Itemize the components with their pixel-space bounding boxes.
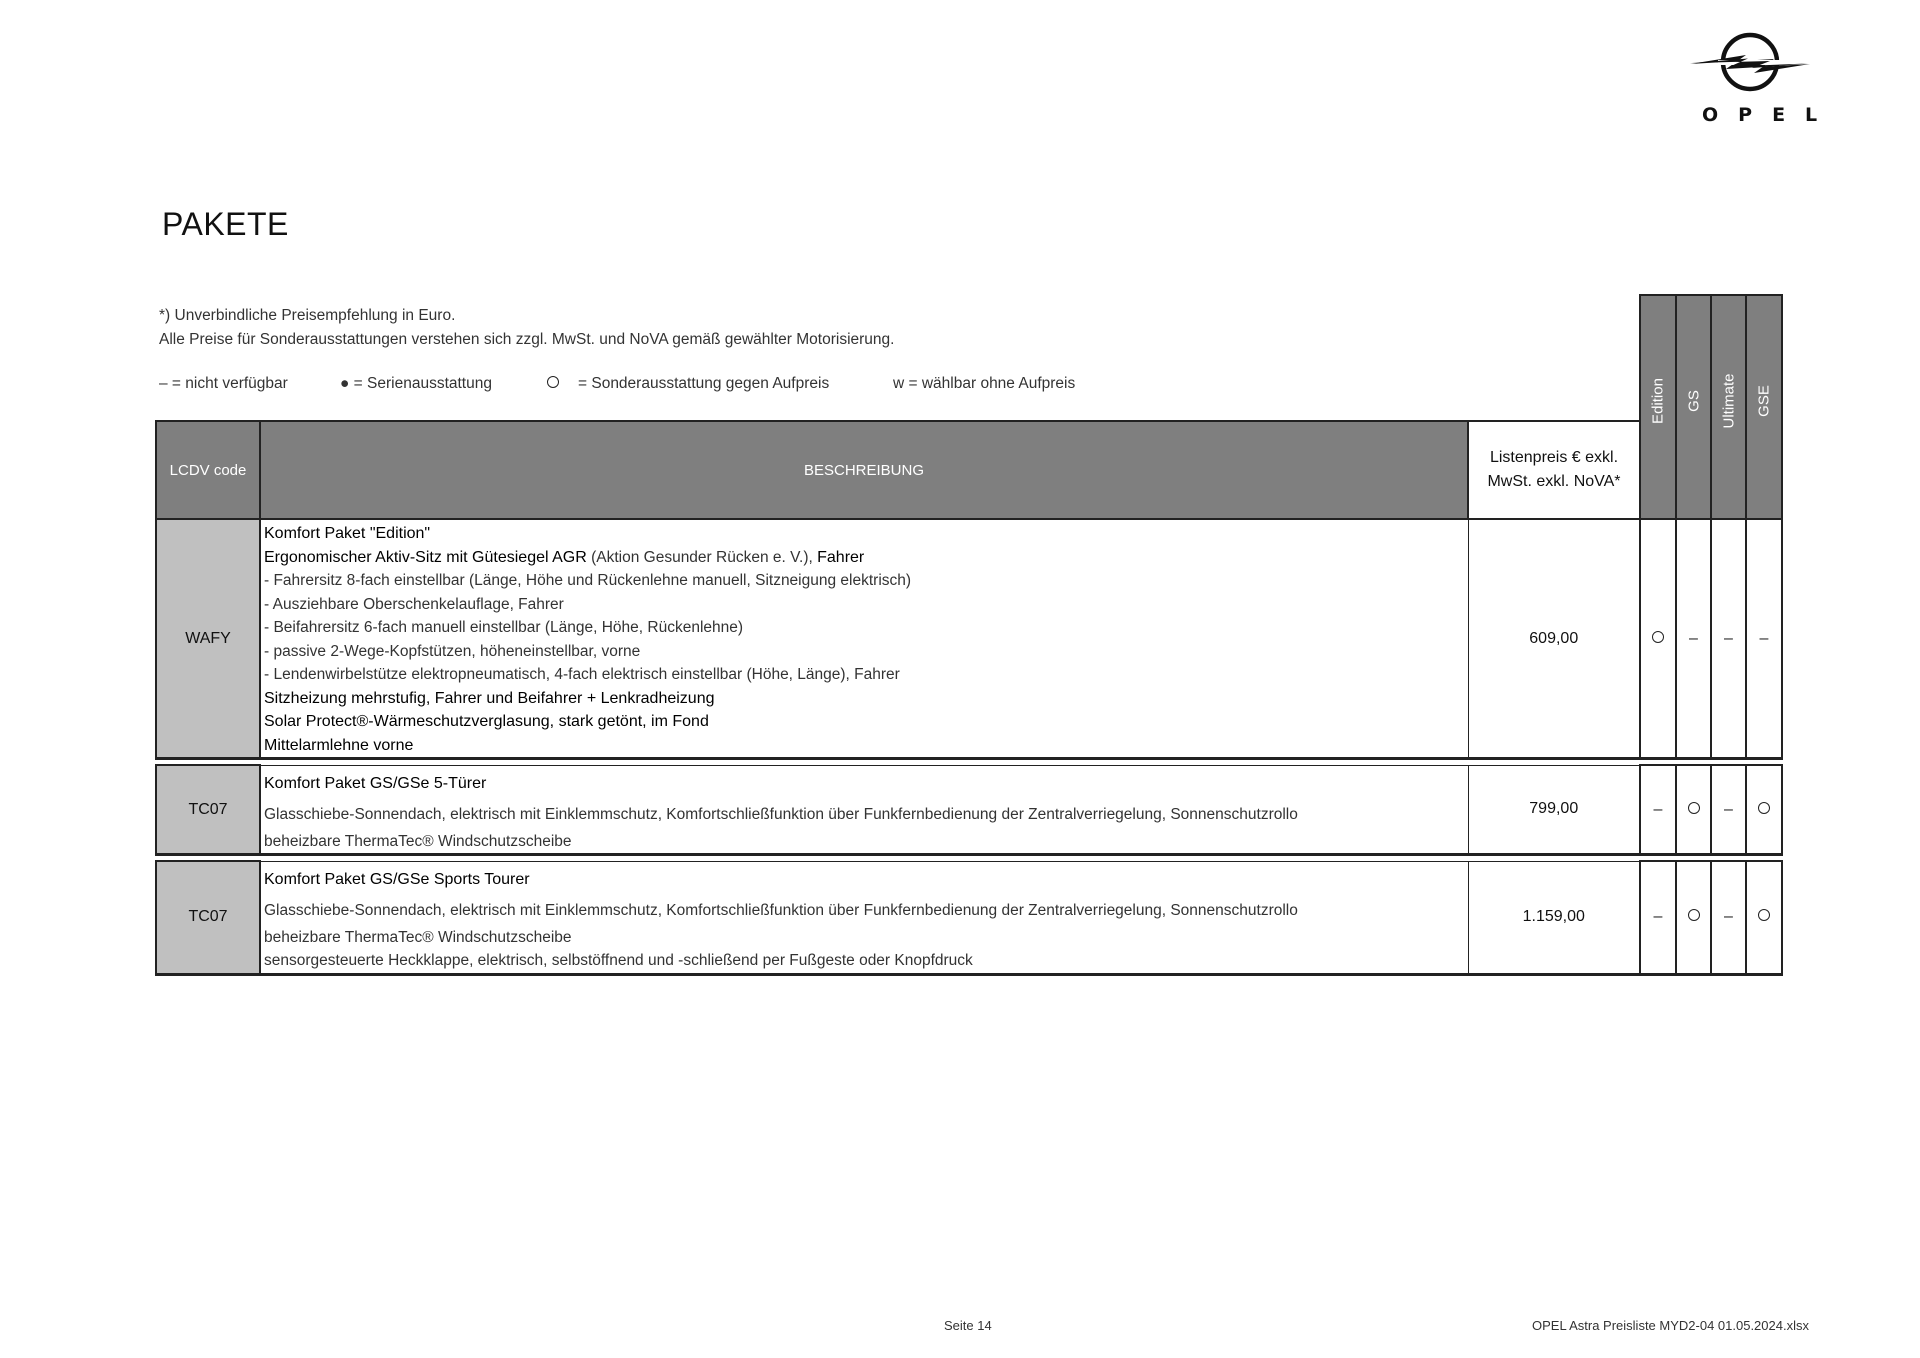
package-description: Komfort Paket "Edition" Ergonomischer Aktiv-Sitz mit Gütesiegel AGR (Aktion Gesunder Rücken e. V.), Fahrer - Fahrersitz 8-fach einstellbar (Länge, Höhe und Rückenlehne manuell, Sitzneigung elektrisch) - Ausziehbare Oberschenkelauflage, Fahrer - Beifahrersitz 6-fach manuell einstellbar (Länge, Höhe, Rückenlehne) - passive 2-Wege-Kopfstützen, höheneinstellbar, vorne - Lendenwirbelstütze elektropneumatisch, 4-fach elektrisch einstellbar (Höhe, Länge), Fahrer Sitzheizung mehrstufig, Fahrer und Beifahrer + Lenkradheizung Solar Protect®-Wärmeschutzverglasung, stark getönt, im Fond Mittelarmlehne vorne xyxy=(260,519,1468,759)
list-price: 609,00 xyxy=(1468,519,1640,759)
opel-wordmark: OPEL xyxy=(1702,104,1838,126)
header-price: Listenpreis € exkl. MwSt. exkl. NoVA* xyxy=(1468,421,1640,519)
legend-selectable: w = wählbar ohne Aufpreis xyxy=(893,375,1076,392)
availability-ultimate: – xyxy=(1711,765,1746,855)
availability-ultimate: – xyxy=(1711,519,1746,759)
availability-edition xyxy=(1640,519,1676,759)
trim-header-gs: GS xyxy=(1676,295,1711,519)
availability-edition: – xyxy=(1640,765,1676,855)
legend-not-available: – = nicht verfügbar xyxy=(159,375,288,392)
availability-gse xyxy=(1746,861,1782,974)
table-row xyxy=(156,861,1782,974)
package-description: Komfort Paket GS/GSe 5-Türer Glasschiebe-Sonnendach, elektrisch mit Einklemmschutz, Komfortschließfunktion über Funkfernbedienung der Zentralverriegelung, Sonnenschutzrollo beheizbare ThermaTec® Windschutzscheibe xyxy=(260,765,1468,855)
package-description: Komfort Paket GS/GSe Sports Tourer Glasschiebe-Sonnendach, elektrisch mit Einklemmschutz, Komfortschließfunktion über Funkfernbedienung der Zentralverriegelung, Sonnenschutzrollo beheizbare ThermaTec® Windschutzscheibe sensorgesteuerte Heckklappe, elektrisch, selbstöffnend und -schließend per Fußgeste oder Knopfdruck xyxy=(260,861,1468,974)
lcdv-code: TC07 xyxy=(156,861,260,974)
list-price: 1.159,00 xyxy=(1468,861,1640,974)
table-row xyxy=(156,765,1782,855)
note-line: Alle Preise für Sonderausstattungen verstehen sich zzgl. MwSt. und NoVA gemäß gewählter Motorisierung. xyxy=(159,331,895,348)
list-price: 799,00 xyxy=(1468,765,1640,855)
lcdv-code: TC07 xyxy=(156,765,260,855)
header-code: LCDV code xyxy=(156,421,260,519)
note-line: *) Unverbindliche Preisempfehlung in Euro. xyxy=(159,307,456,324)
trim-header-gse: GSE xyxy=(1746,295,1782,519)
table-row xyxy=(156,519,1782,759)
header-description: BESCHREIBUNG xyxy=(260,421,1468,519)
trim-header-ultimate: Ultimate xyxy=(1711,295,1746,519)
page-title: PAKETE xyxy=(162,206,289,242)
trim-header-edition: Edition xyxy=(1640,295,1676,519)
footer-file-name: OPEL Astra Preisliste MYD2-04 01.05.2024.xlsx xyxy=(1532,1318,1809,1333)
lcdv-code: WAFY xyxy=(156,519,260,759)
package-price-table xyxy=(155,294,1783,976)
availability-gs xyxy=(1676,765,1711,855)
legend-optional: = Sonderausstattung gegen Aufpreis xyxy=(578,375,830,392)
availability-edition: – xyxy=(1640,861,1676,974)
opel-logo xyxy=(1688,28,1838,136)
availability-gs: – xyxy=(1676,519,1711,759)
availability-gs xyxy=(1676,861,1711,974)
footer-page-number: Seite 14 xyxy=(944,1318,992,1333)
availability-gse xyxy=(1746,765,1782,855)
availability-gse: – xyxy=(1746,519,1782,759)
opel-blitz-icon xyxy=(1688,28,1818,98)
legend-standard: ● = Serienausstattung xyxy=(340,375,492,392)
availability-ultimate: – xyxy=(1711,861,1746,974)
